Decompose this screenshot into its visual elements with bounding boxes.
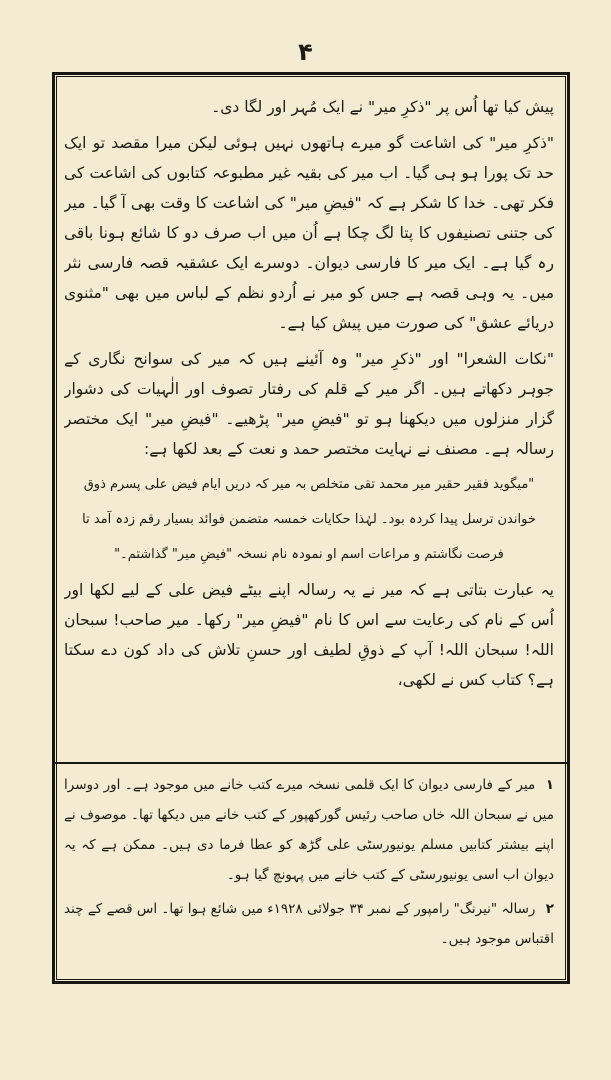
paragraph: یہ عبارت بتاتی ہے کہ میر نے یہ رسالہ اپنے بیٹے فیض علی کے لیے لکھا اور اُس کے نام کی رعایت سے اس کا نام "فیضِ میر" رکھا۔ میر صاحب! سبحان اللہ! سبحان اللہ! آپ کے ذوقِ لطیف اور حسنِ تلاش کی داد کون دے سکتا ہے؟ کتاب کس نے لکھی، xyxy=(64,581,554,689)
footnotes xyxy=(64,770,554,970)
footnote-text: رسالہ "نیرنگ" رامپور کے نمبر ۳۴ جولائی ۱۹۲۸ء میں شائع ہوا تھا۔ اس قصے کے چند اقتباس موجود ہیں۔ xyxy=(64,901,554,947)
footnote-number: ۲ xyxy=(545,901,554,917)
main-text xyxy=(64,92,554,750)
footnote-text: میر کے فارسی دیوان کا ایک قلمی نسخہ میرے کتب خانے میں موجود ہے۔ اور دوسرا میں نے سبحان اللہ خاں صاحب رئیس گورکھپور کے کتب خانے میں دیکھا تھا۔ موصوف نے اپنے بیشتر کتابیں مسلم یونیورسٹی علی گڑھ کو عطا فرما دی ہیں۔ ممکن ہے کہ یہ دیوان اب اسی یونیورسٹی کے کتب خانے میں پہونچ گیا ہو۔ xyxy=(64,777,554,883)
footnote-number: ۱ xyxy=(545,777,554,793)
footnote xyxy=(64,770,554,890)
persian-quote-line: "میگوید فقیر حقیر میر محمد تقی متخلص بہ میر کہ دریں ایام فیض علی پسرم ذوق xyxy=(83,477,535,492)
footnote-divider xyxy=(55,762,567,764)
paragraph: "ذکرِ میر" کی اشاعت گو میرے ہاتھوں نہیں ہوئی لیکن میرا مقصد تو ایک حد تک پورا ہو ہی گیا۔ اب میر کی بقیہ غیر مطبوعہ کتابوں کی اشاعت کی فکر تھی۔ خدا کا شکر ہے کہ "فیضِ میر" کی اشاعت کا وقت بھی آ گیا۔ میر کی جتنی تصنیفوں کا پتا لگ چکا ہے اُن میں اب صرف دو کا شائع ہونا باقی رہ گیا ہے۔ ایک میر کا فارسی دیوان۔ دوسرے ایک عشقیہ قصہ فارسی نثر میں۔ یہ وہی قصہ ہے جس کو میر نے اُردو نظم کے لباس میں بھی "مثنوی دریائے عشق" کی صورت میں پیش کیا ہے۔ xyxy=(64,134,554,332)
paragraph: پیش کیا تھا اُس پر "ذکرِ میر" نے ایک مُہر اور لگا دی۔ xyxy=(211,98,554,116)
paragraph: "نکات الشعرا" اور "ذکرِ میر" وہ آئینے ہیں کہ میر کی سوانح نگاری کے جوہر دکھاتے ہیں۔ اگر میر کے قلم کی رفتار تصوف اور الٰہیات کی دشوار گزار منزلوں میں دیکھنا ہو تو "فیضِ میر" پڑھیے۔ "فیضِ میر" ایک مختصر رسالہ ہے۔ مصنف نے نہایت مختصر حمد و نعت کے بعد لکھا ہے: xyxy=(64,350,554,458)
page-number: ۴ xyxy=(298,38,313,66)
footnote xyxy=(64,894,554,954)
persian-quote-line: خواندن ترسل پیدا کردہ بود۔ لہٰذا حکایات خمسہ متضمن فوائد بسیار رقم زدہ آمد تا xyxy=(82,512,536,527)
persian-quote-line: فرصت نگاشتم و مراعات اسم او نمودہ نام نسخہ "فیضِ میر" گذاشتم۔" xyxy=(114,547,504,562)
